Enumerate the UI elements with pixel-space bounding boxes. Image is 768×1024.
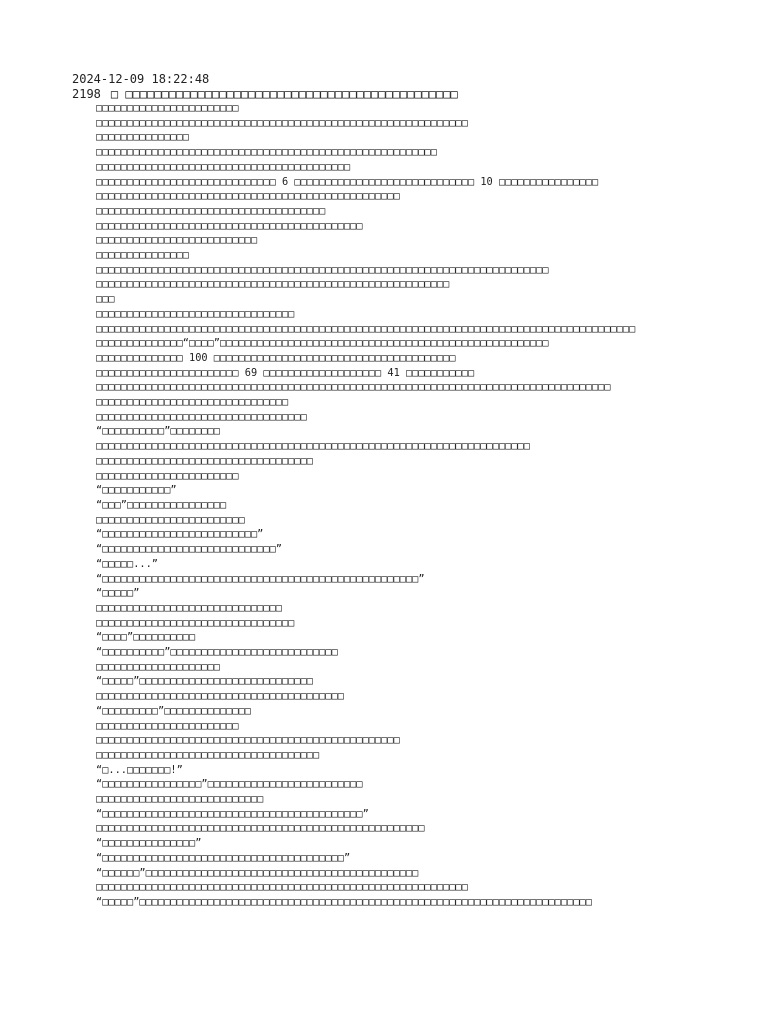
text-line: □□□□□□□□□□□□□□□□□□□□□□□□□□□□□□□□□□□□□□□□□□□□□□□□□□□□□□□□□□□□□□□□□□□□□□□□□ (96, 263, 549, 276)
text-line: □□□□□□□□□□□□□□□□□□□□□□□□□□□□□□□□ (96, 307, 295, 320)
text-line: “□□□□□□□□□□□□□□□” (96, 837, 202, 850)
text-line: □□□□□□□□□□□□□□□□□□□□□□□□□□□□□□□□□□□□□ (96, 204, 326, 217)
text-line: □□□□□□□□□□□□□□□□□□□□□□□ (96, 469, 239, 482)
text-line: □□□□□□□□□□□□□□□□□□□□□□□□□□□□□□□□□□ (96, 410, 307, 423)
text-line: □□□□□□□□□□□□□□□□□□□□□□□□□□□□□□□□□□□□□□□□ (96, 690, 344, 703)
text-line: “□□□□□□□□□□□□□□□□□□□□□□□□□□□□” (96, 543, 282, 556)
text-line: □□□□□□□□□□□□□□□□□□□□□□□ (96, 719, 239, 732)
text-line: “□□□□□□□□□□”□□□□□□□□□□□□□□□□□□□□□□□□□□□ (96, 646, 338, 659)
document-body (72, 101, 702, 910)
text-line: □□□□□□□□□□□□□□□□□□□□□□□□□□□□□□□ (96, 396, 289, 409)
text-line: □□□□□□□□□□□□□□□□□□□□□□□□□□□□□□□□□□□□□□□□□□□□□□□□□□□□□□□□□□□□ (96, 881, 468, 894)
text-line: □□□□□□□□□□□□□□□□□□□□□□□□□□ (96, 234, 258, 247)
text-line: “□□□□□□□□□□□□□□□□□□□□□□□□□□□□□□□□□□□□□□□□□□□□□□□□□□□” (96, 572, 425, 585)
text-line: □□□□□□□□□□□□□□□□□□□□□□□ (96, 102, 239, 114)
text-line: “□□□□□”□□□□□□□□□□□□□□□□□□□□□□□□□□□□ (96, 675, 313, 688)
text-line: □□□□□□□□□□□□□□□□□□□□□□□□□□□□□□□□□□□□□□□□□□□□□□□□□□□□□□□□□□□□ (96, 116, 468, 129)
text-line: □□□□□□□□□□□□□□□□□□□□ (96, 660, 220, 673)
text-line: “□□□□”□□□□□□□□□□ (96, 631, 196, 644)
text-line: □□□□□□□□□□□□□□□□□□□□□□□□□□□□□□□□□□□□□□□□□□□□□□□□□□□□□□□□□□□□□□□□□□□□□□ (96, 440, 530, 453)
document-page (72, 72, 702, 910)
text-line: □□□□□□□□□□□□□□□□□□□□□□□□□□□□□□□□□□□□□□□□□□□□□□□□□□□□□□□□□□□□□□□□□□□□□□□□□□□□□□□□□□□ (96, 381, 611, 394)
text-line: “□□□□□□□□□□□□□□□□□□□□□□□□□□□□□□□□□□□□□□□□□□” (96, 807, 369, 820)
text-line: □□□□□□□□□□□□□□□□□□□□□□□ 69 □□□□□□□□□□□□□□□□□□□ 41 □□□□□□□□□□□ (96, 366, 475, 379)
chapter-title: □ □□□□□□□□□□□□□□□□□□□□□□□□□□□□□□□□□□□□□□□□□□□□□□ (110, 87, 458, 101)
timestamp: 2024-12-09 18:22:48 (72, 72, 210, 86)
text-line: □□□ (96, 293, 115, 306)
text-line: □□□□□□□□□□□□□□□□□□□□□□□□□□□□□□□□□□□□□□□□□□□□□□□□□□□□□ (96, 822, 425, 835)
chapter-heading (72, 87, 702, 101)
text-line: “□□□□□□”□□□□□□□□□□□□□□□□□□□□□□□□□□□□□□□□□□□□□□□□□□□□ (96, 866, 419, 879)
text-line: “□□□”□□□□□□□□□□□□□□□□ (96, 498, 227, 511)
text-line: □□□□□□□□□□□□□□□□□□□□□□□□□□□□□□□□□□□□□□□□□□□□□□□□□□□□□□□□□□□□□□□□□□□□□□□□□□□□□□□□□□□□□□□ (96, 322, 636, 335)
text-line: □□□□□□□□□□□□□□□□□□□□□□□□□□□□□□□□ (96, 616, 295, 629)
text-line: □□□□□□□□□□□□□□□□□□□□□□□□□□□□□□□□□□□□□□□□□□□ (96, 219, 363, 232)
text-line: □□□□□□□□□□□□□□□□□□□□□□□□□□□□□□□□□□□ (96, 454, 313, 467)
text-line: □□□□□□□□□□□□□□□□□□□□□□□□□□□□□□□□□□□□□□□□□□□□□□□□□□□□□□□□□ (96, 278, 450, 291)
text-line: “□□□□□□□□□□□□□□□□□□□□□□□□□□□□□□□□□□□□□□□” (96, 851, 351, 864)
text-line: □□□□□□□□□□□□□□□□□□□□□□□□□□□□□□□□□□□□ (96, 748, 320, 761)
text-line: “□□□□□□□□□□□□□□□□□□□□□□□□□” (96, 528, 264, 541)
text-line: □□□□□□□□□□□□□□□□□□□□□□□□□□□ (96, 793, 264, 806)
text-line: □□□□□□□□□□□□□□“□□□□”□□□□□□□□□□□□□□□□□□□□□□□□□□□□□□□□□□□□□□□□□□□□□□□□□□□□□ (96, 337, 549, 350)
text-line: □□□□□□□□□□□□□□□□□□□□□□□□□□□□□□ (96, 601, 282, 614)
text-line: □□□□□□□□□□□□□□□ (96, 249, 189, 262)
text-line: “□□□□□□□□□”□□□□□□□□□□□□□□ (96, 704, 251, 717)
text-line: “□□□□□□□□□□□” (96, 484, 177, 497)
text-line: □□□□□□□□□□□□□□□ (96, 131, 189, 144)
text-line: □□□□□□□□□□□□□□ 100 □□□□□□□□□□□□□□□□□□□□□□□□□□□□□□□□□□□□□□□ (96, 351, 456, 364)
text-line: “□□□□□□□□□□□□□□□□”□□□□□□□□□□□□□□□□□□□□□□□□□ (96, 778, 363, 791)
text-line: “□□□□□”□□□□□□□□□□□□□□□□□□□□□□□□□□□□□□□□□□□□□□□□□□□□□□□□□□□□□□□□□□□□□□□□□□□□□□□□□ (96, 895, 592, 908)
text-line: “□...□□□□□□□!” (96, 763, 183, 776)
text-line: □□□□□□□□□□□□□□□□□□□□□□□□□□□□□□□□□□□□□□□□□□□□□□□□□ (96, 190, 400, 203)
text-line: □□□□□□□□□□□□□□□□□□□□□□□□□□□□□□□□□□□□□□□□□□□□□□□□□□□□□□□ (96, 146, 437, 159)
text-line: “□□□□□” (96, 587, 140, 600)
text-line: □□□□□□□□□□□□□□□□□□□□□□□□ (96, 513, 245, 526)
text-line: □□□□□□□□□□□□□□□□□□□□□□□□□□□□□□□□□□□□□□□□□ (96, 160, 351, 173)
text-line: “□□□□□□□□□□”□□□□□□□□ (96, 425, 220, 438)
text-line: □□□□□□□□□□□□□□□□□□□□□□□□□□□□□□□□□□□□□□□□□□□□□□□□□ (96, 734, 400, 747)
text-line: “□□□□□...” (96, 557, 158, 570)
chapter-number: 2198 (72, 87, 101, 101)
text-line: □□□□□□□□□□□□□□□□□□□□□□□□□□□□□ 6 □□□□□□□□□□□□□□□□□□□□□□□□□□□□□ 10 □□□□□□□□□□□□□□□□ (96, 175, 599, 188)
